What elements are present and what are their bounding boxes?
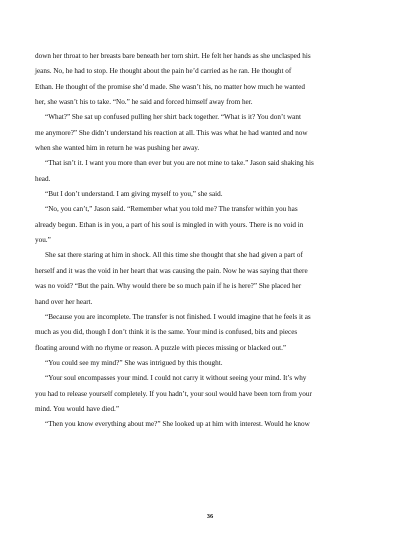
- paragraph: [35, 387, 385, 418]
- paragraph: [35, 325, 385, 356]
- text-line: Ethan. He thought of the promise she’d made. She wasn’t his, no matter how much he wanted: [35, 82, 305, 91]
- text-line: “No, you can’t,” Jason said. “Remember what you told me? The transfer within you has: [45, 205, 298, 214]
- text-line: floating around with no rhyme or reason. A puzzle with pieces missing or blacked out.”: [35, 343, 287, 352]
- text-line: She sat there staring at him in shock. All this time she thought that she had given a part of: [45, 251, 303, 260]
- text-line: “Your soul encompasses your mind. I could not carry it without seeing your mind. It’s why: [45, 374, 307, 383]
- text-line: you had to release yourself completely. If you hadn’t, your soul would have been torn from your: [35, 389, 312, 398]
- text-line: me anymore?” She didn’t understand his reaction at all. This was what he had wanted and now: [35, 128, 308, 137]
- paragraph: [35, 218, 385, 249]
- paragraph: [35, 187, 385, 202]
- text-line: herself and it was the void in her heart that was causing the pain. Now he was saying that there: [35, 266, 308, 275]
- text-line: “But I don’t understand. I am giving myself to you,” she said.: [45, 190, 223, 199]
- page-number: 36: [206, 513, 214, 520]
- text-line: head.: [35, 174, 51, 183]
- paragraph: [35, 110, 385, 125]
- text-line: “You could see my mind?” She was intrigued by this thought.: [45, 358, 223, 367]
- paragraph: [35, 126, 385, 157]
- body-text: [35, 49, 385, 433]
- text-line: “Then you know everything about me?” She looked up at him with interest. Would he know: [45, 420, 310, 429]
- paragraph: [35, 202, 385, 217]
- paragraph: [35, 49, 385, 110]
- text-line: hand over her heart.: [35, 297, 93, 306]
- paragraph: [35, 264, 385, 310]
- text-line: her, she wasn’t his to take. “No.” he said and forced himself away from her.: [35, 98, 253, 107]
- paragraph: [35, 310, 385, 325]
- text-line: “That isn’t it. I want you more than ever but you are not mine to take.” Jason said shaking his: [45, 159, 314, 168]
- text-line: mind. You would have died.”: [35, 404, 120, 413]
- text-line: already begun. Ethan is in you, a part of his soul is mingled in with yours. There is no void in: [35, 220, 304, 229]
- text-line: much as you did, though I don’t think it is the same. Your mind is confused, bits and pieces: [35, 328, 298, 337]
- paragraph: [35, 356, 385, 371]
- text-line: when she wanted him in return he was pushing her away.: [35, 144, 200, 153]
- text-line: was no void? “But the pain. Why would there be so much pain if he is here?” She placed her: [35, 282, 302, 291]
- text-line: jeans. No, he had to stop. He thought about the pain he’d carried as he ran. He thought of: [35, 67, 292, 76]
- paragraph: [35, 156, 385, 171]
- text-line: down her throat to her breasts bare beneath her torn shirt. He felt her hands as she unclasped his: [35, 52, 311, 60]
- text-line: “Because you are incomplete. The transfer is not finished. I would imagine that he feels it as: [45, 312, 311, 321]
- text-line: you.”: [35, 236, 51, 245]
- paragraph: [35, 417, 385, 432]
- text-line: “What?” She sat up confused pulling her shirt back together. “What is it? You don’t want: [45, 113, 301, 122]
- paragraph: [35, 371, 385, 386]
- paragraph: [35, 172, 385, 187]
- paragraph: [35, 248, 385, 263]
